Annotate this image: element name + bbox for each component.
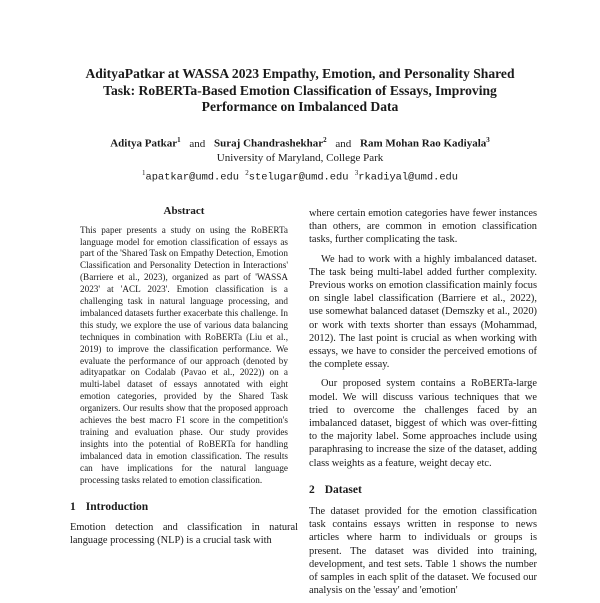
author-3-sup: 3	[486, 136, 490, 144]
email-2-sup: 2	[245, 168, 249, 177]
title-line-2: Task: RoBERTa-Based Emotion Classification of Essays, Improving	[103, 82, 497, 98]
dataset-title: Dataset	[324, 483, 362, 496]
right-paragraph-1: where certain emotion categories have fewer instances than others, are common in emotion classification tasks, further complicating the task.	[309, 208, 537, 246]
right-paragraph-3: Our proposed system contains a RoBERTa-large model. We will discuss various techniques that we tried to overcome the challenges faced by an imbalanced dataset, biggest of which was over-fitting to the majority label. Some approaches include using paraphrasing to increase the size of the dataset, adding class weights as a feature, weight decay etc.	[309, 378, 537, 469]
author-3: Ram Mohan Rao Kadiyala	[360, 137, 487, 150]
right-column	[309, 207, 537, 603]
abstract-text: This paper presents a study on using the RoBERTa language model for emotion classification of essays as part of the 'Shared Task on Empathy Detection, Emotion Classification and Personality Detection in Interactions' (Barriere et al., 2023), organized as part of 'WASSA 2023' at 'ACL 2023'. Emotion classification is a challenging task in natural language processing, and imbalanced datasets further exacerbate this challenge. In this study, we explore the use of various data balancing techniques in combination with RoBERTa (Liu et al., 2019) to improve the classification performance. We evaluate the performance of our approach (denoted by adityapatkar on Codalab (Pavao et al., 2022)) on a multi-label dataset of essays annotated with eight emotion categories, provided by the Shared Task organizers. Our results show that the proposed approach achieves the best macro F1 score in the competition's training and evaluation phase. Our study provides insights into the potential of RoBERTa for handling imbalanced data in emotion classification. The results can have implications for the natural language processing tasks related to emotion classification.	[80, 224, 288, 485]
title-line-1: AdityaPatkar at WASSA 2023 Empathy, Emotion, and Personality Shared	[85, 66, 515, 81]
author-names	[40, 133, 560, 151]
author-emails	[40, 166, 560, 184]
paper-title	[40, 66, 560, 116]
email-3[interactable]: rkadiyal@umd.edu	[358, 171, 459, 184]
author-2-sup: 2	[323, 136, 327, 144]
author-block	[40, 133, 560, 184]
author-2: Suraj Chandrashekhar	[214, 137, 324, 150]
email-1-sup: 1	[141, 168, 146, 177]
author-1-sup: 1	[177, 136, 181, 144]
author-and-2: and	[335, 137, 352, 150]
email-2[interactable]: stelugar@umd.edu	[248, 171, 349, 184]
email-1[interactable]: apatkar@umd.edu	[145, 171, 239, 184]
intro-title: Introduction	[85, 500, 149, 513]
intro-number: 1	[70, 500, 76, 513]
abstract-heading: Abstract	[163, 205, 205, 217]
dataset-heading	[309, 484, 537, 497]
affiliation: University of Maryland, College Park	[216, 151, 384, 164]
title-line-3: Performance on Imbalanced Data	[201, 99, 399, 114]
right-paragraph-2: We had to work with a highly imbalanced dataset. The task being multi-label added further complexity. Previous works on emotion classification mainly focus on single label classification (Barriere et al., 2022), use somewhat balanced dataset (Demszky et al., 2020) or work with texts shorter than essays (Mohammad, 2012). The last point is crucial as when working with essays, we have to consider the perceived emotions of the complete essay.	[309, 253, 537, 371]
email-3-sup: 3	[354, 168, 359, 177]
intro-heading	[70, 501, 298, 514]
author-1: Aditya Patkar	[110, 137, 178, 150]
author-and-1: and	[189, 137, 206, 150]
dataset-paragraph: The dataset provided for the emotion classification task contains essays written in response to news articles where harm to individuals or groups is present. The dataset was divided into training, development, and test sets. Table 1 shows the number of samples in each split of the dataset. We focused our analysis on the 'essay' and 'emotion'	[309, 506, 537, 597]
left-column	[70, 205, 298, 554]
dataset-number: 2	[309, 483, 315, 496]
intro-text: Emotion detection and classification in natural language processing (NLP) is a crucial task with	[70, 522, 298, 547]
